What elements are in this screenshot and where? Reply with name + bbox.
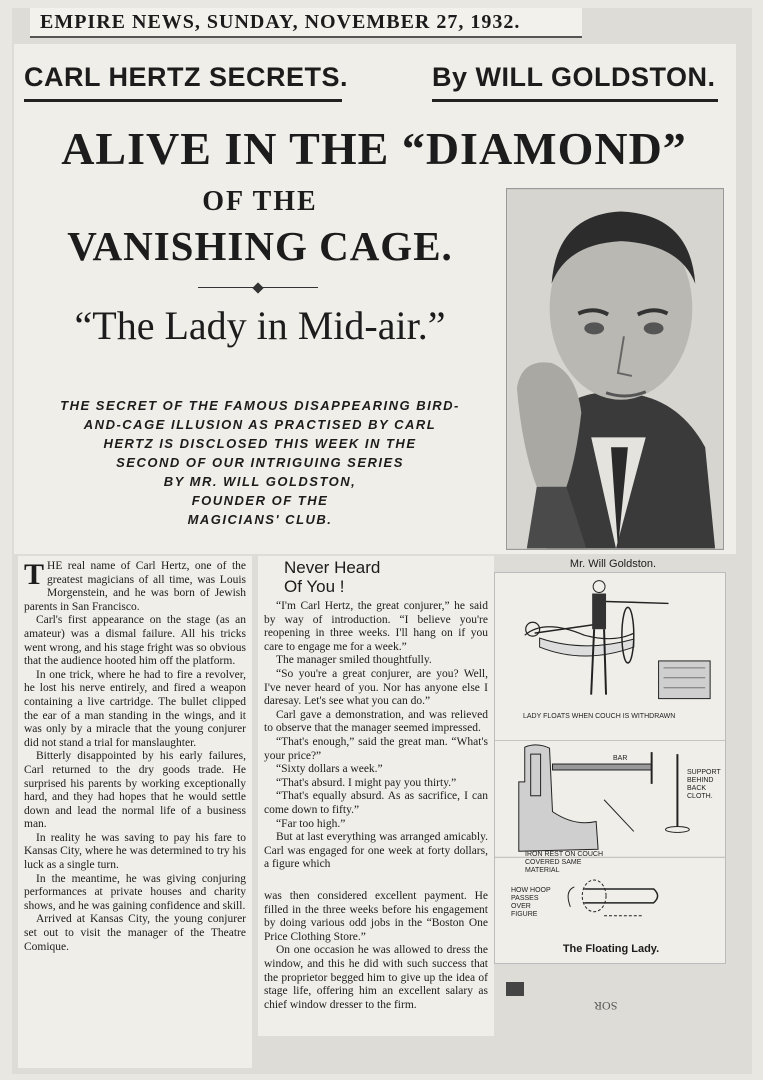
- article-paragraph: “That's absurd. I might pay you thirty.”: [276, 776, 457, 789]
- article-paragraph: “Sixty dollars a week.”: [276, 763, 383, 776]
- diagram-label: IRON REST ON COUCH COVERED SAME MATERIAL: [525, 851, 604, 874]
- article-paragraph: “That's equally absurd. As as sacrifice, I can come down to fifty.”: [264, 790, 488, 816]
- ornament-rule: [198, 284, 318, 292]
- upside-down-text: SOR: [594, 999, 618, 1013]
- article-paragraph: In reality he was saving to pay his fare to Kansas City, where he was determined to try his luck as a single turn.: [24, 831, 246, 872]
- article-column-2: [258, 556, 494, 888]
- article-paragraph: “Far too high.”: [276, 817, 346, 830]
- section-heading-line: Never Heard: [284, 558, 381, 577]
- deck-line: FOUNDER OF THE: [191, 493, 329, 508]
- byline: By WILL GOLDSTON.: [432, 56, 718, 102]
- article-deck: [30, 396, 490, 529]
- headline-line-1: ALIVE IN THE “DIAMOND”: [61, 123, 687, 174]
- diagram-caption: The Floating Lady.: [562, 943, 660, 955]
- deck-line: HERTZ IS DISCLOSED THIS WEEK IN THE: [103, 436, 417, 451]
- article-paragraph: was then considered excellent payment. He filled in the three weeks before his engagement by doing various odd jobs in the “Boston One Price Clothing Store.”: [264, 890, 488, 943]
- article-column-2-continued: [258, 888, 494, 1036]
- paper-scrap: [506, 982, 524, 996]
- masthead: EMPIRE NEWS, SUNDAY, NOVEMBER 27, 1932.: [30, 8, 582, 38]
- article-paragraph: Carl's first appearance on the stage (as an amateur) was a dismal failure. All his tricks went wrong, and his stage fright was so obvious that the audience hooted him off the platform.: [24, 614, 246, 668]
- article-paragraph: On one occasion he was allowed to dress the window, and this he did with such success that the proprietor begged him to give up the idea of stage life, offering him an excellent salary as chief window dresser to the firm.: [264, 944, 488, 1011]
- section-heading: [264, 558, 488, 596]
- diagram-label: LADY FLOATS WHEN COUCH IS WITHDRAWN: [523, 713, 676, 720]
- deck-line: MAGICIANS' CLUB.: [187, 512, 333, 527]
- article-paragraph: “So you're a great conjurer, are you? Well, I've never heard of you. Nor has anyone else I daresay. Let's see what you can do.”: [264, 667, 488, 708]
- deck-line: SECOND OF OUR INTRIGUING SERIES: [116, 455, 404, 470]
- deck-line: BY MR. WILL GOLDSTON,: [163, 474, 357, 489]
- series-title: CARL HERTZ SECRETS.: [24, 56, 342, 102]
- article-paragraph: [24, 560, 246, 614]
- deck-line: AND-CAGE ILLUSION AS PRACTISED BY CARL: [83, 417, 437, 432]
- drop-cap: T: [24, 558, 45, 591]
- paragraph-text: HE real name of Carl Hertz, one of the greatest magicians of all time, was Louis Morgenstein, and he was born of Jewish parents in San Francisco.: [24, 560, 246, 613]
- diagram-label: SUPPORT BEHIND BACK CLOTH.: [687, 769, 721, 800]
- article-paragraph: The manager smiled thoughtfully.: [276, 654, 432, 667]
- article-paragraph: In the meantime, he was giving conjuring performances at private houses and charity shows, and he was gaining confidence and skill.: [24, 872, 246, 912]
- article-paragraph: Arrived at Kansas City, the young conjurer set out to visit the manager of the Theatre Comique.: [24, 913, 246, 953]
- article-paragraph: “That's enough,” said the great man. “What's your price?”: [264, 735, 488, 762]
- floating-lady-diagram: [494, 572, 726, 964]
- subheadline: “The Lady in Mid-air.”: [74, 303, 446, 348]
- author-portrait-photo: [506, 188, 724, 550]
- headline-line-2: OF THE: [202, 186, 318, 217]
- diagram-label: BAR: [613, 755, 628, 762]
- article-column-1: [18, 556, 252, 1068]
- portrait-illustration: [507, 189, 723, 549]
- diagram-label: HOW HOOP PASSES OVER FIGURE: [511, 887, 551, 918]
- section-heading-line: Of You !: [284, 577, 345, 596]
- article-paragraph: Carl gave a demonstration, and was relieved to observe that the manager seemed impressed.: [264, 708, 488, 735]
- deck-line: THE SECRET OF THE FAMOUS DISAPPEARING BIRD-: [60, 398, 460, 413]
- article-paragraph: “I'm Carl Hertz, the great conjurer,” he said by way of introduction. “I believe you're reopening in three weeks. I'll hang on if you care to engage me for a week.”: [264, 600, 488, 653]
- headline-line-3: VANISHING CAGE.: [67, 223, 453, 269]
- article-paragraph: Bitterly disappointed by his early failures, Carl returned to the dry goods trade. He surprised his parents by working exceptionally hard, and they had hopes that he would settle down and lead the normal life of a business man.: [24, 750, 246, 831]
- portrait-caption: Mr. Will Goldston.: [569, 558, 657, 570]
- article-paragraph: In one trick, where he had to fire a revolver, he lost his nerve entirely, and fired a weapon containing a live cartridge. The bullet clipped the ear of a man standing in the wings, and it was only by a miracle that the young conjurer did not stand a trial for manslaughter.: [24, 668, 246, 749]
- article-paragraph: But at last everything was arranged amicably. Carl was engaged for one week at forty dollars, a figure which: [264, 831, 488, 871]
